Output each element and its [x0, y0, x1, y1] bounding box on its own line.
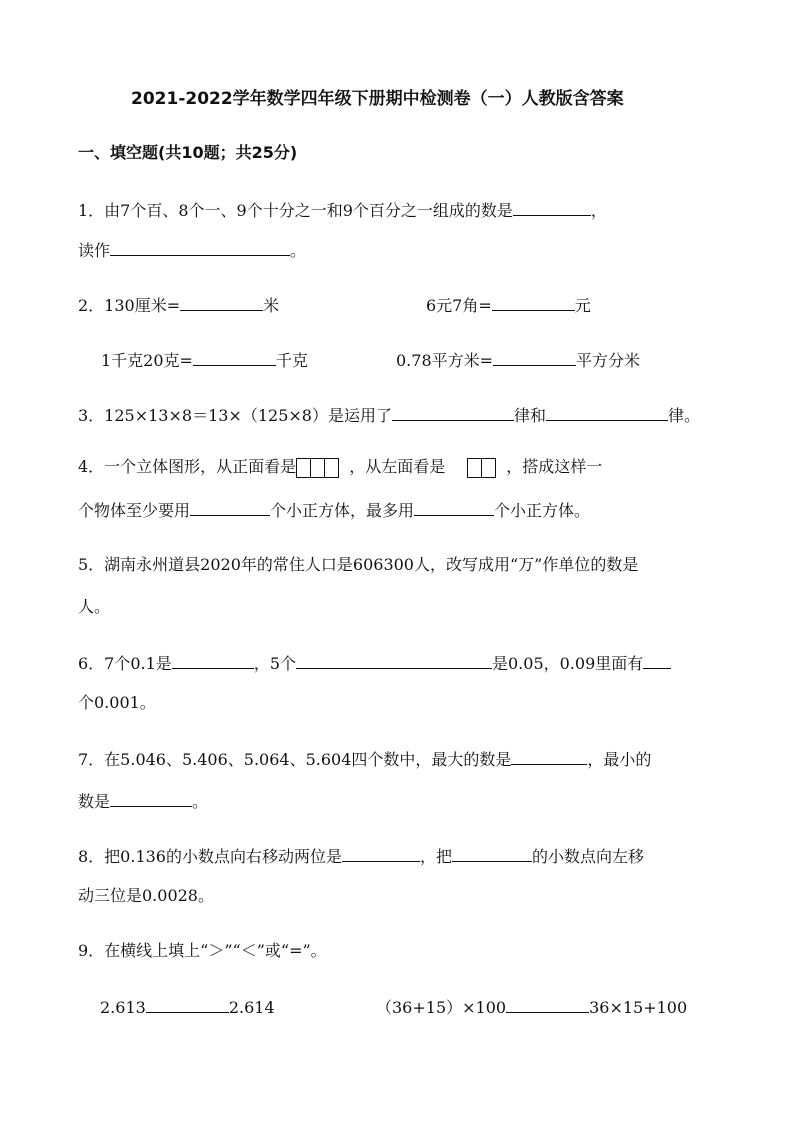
left-view-cell	[467, 458, 482, 478]
question-2a-unit: 米	[263, 296, 280, 315]
question-8-line-2	[78, 886, 214, 906]
question-9b-left: （36+15）×100	[376, 998, 507, 1017]
question-8-continue: 的小数点向左移	[532, 847, 645, 866]
question-9-part-b	[376, 996, 687, 1018]
front-view-cell	[310, 458, 325, 478]
question-2c-unit: 千克	[275, 351, 308, 370]
question-2b-unit: 元	[574, 296, 591, 315]
answer-blank-2b[interactable]	[492, 294, 575, 311]
question-7-line-2	[78, 790, 208, 812]
front-view-cell	[296, 458, 311, 478]
question-7-line-1	[78, 748, 651, 770]
question-1-text: 1．由7个百、8个一、9个十分之一和9个百分之一组成的数是	[78, 201, 513, 220]
question-2d-unit: 平方分米	[576, 351, 641, 370]
question-5-end: 人。	[78, 597, 111, 616]
answer-blank-7b[interactable]	[110, 790, 192, 807]
question-6-text: 6．7个0.1是	[78, 654, 172, 673]
question-1-end: 。	[290, 241, 307, 260]
question-3-middle: 律和	[513, 406, 546, 425]
answer-blank-9a[interactable]	[146, 996, 229, 1013]
question-7-text: 7．在5.046、5.406、5.064、5.604四个数中，最大的数是	[78, 750, 512, 769]
question-1-read-label: 读作	[78, 241, 111, 260]
question-6-continue: 是0.05，0.09里面有	[492, 654, 644, 673]
question-2-part-a	[78, 294, 279, 316]
question-4-line-2	[78, 499, 590, 521]
answer-blank-7a[interactable]	[511, 748, 587, 765]
question-3-end: 律。	[667, 406, 700, 425]
question-2-part-c	[101, 349, 308, 371]
answer-blank-6c[interactable]	[643, 652, 671, 669]
question-4-line-1	[78, 457, 602, 478]
question-9-part-a	[100, 996, 275, 1018]
answer-blank-6b[interactable]	[296, 652, 492, 669]
question-8-end: 动三位是0.0028。	[78, 886, 214, 905]
question-9-text: 9．在横线上填上“＞”“＜”或“=”。	[78, 941, 327, 960]
question-2a-text: 2．130厘米=	[78, 296, 181, 315]
question-7-end: 。	[192, 792, 209, 811]
question-7-continue: ，最小的	[587, 750, 652, 769]
question-1-line-1	[78, 199, 607, 221]
question-9a-left: 2.613	[100, 998, 146, 1017]
question-8-text: 8．把0.136的小数点向右移动两位是	[78, 847, 342, 866]
question-2b-text: 6元7角=	[426, 296, 492, 315]
answer-blank-2a[interactable]	[180, 294, 263, 311]
question-2-part-b	[426, 294, 591, 316]
question-2c-text: 1千克20克=	[101, 351, 193, 370]
question-6-line-2	[78, 693, 156, 713]
answer-blank-8a[interactable]	[342, 845, 420, 862]
left-view-cell	[481, 458, 496, 478]
question-3-text: 3．125×13×8＝13×（125×8）是运用了	[78, 406, 392, 425]
question-4-end: 个小正方体。	[494, 501, 591, 520]
section-heading: 一、填空题(共10题；共25分)	[78, 143, 298, 162]
answer-blank-4b[interactable]	[414, 499, 494, 516]
question-5-text: 5．湖南永州道县2020年的常住人口是606300人，改写成用“万”作单位的数是	[78, 555, 639, 574]
question-4-left-view-text: ，从左面看是	[349, 457, 446, 476]
question-8-middle: ，把	[420, 847, 453, 866]
answer-blank-6a[interactable]	[172, 652, 254, 669]
page-title: 2021-2022学年数学四年级下册期中检测卷（一）人教版含答案	[131, 89, 624, 109]
front-view-figure	[296, 458, 339, 478]
answer-blank-1b[interactable]	[110, 239, 290, 256]
question-1-comma: ，	[590, 201, 607, 220]
question-9a-right: 2.614	[228, 998, 275, 1017]
question-6-middle: ，5个	[253, 654, 296, 673]
question-4-min-text: 个物体至少要用	[78, 501, 191, 520]
question-1-line-2	[78, 239, 306, 261]
answer-blank-2d[interactable]	[493, 349, 576, 366]
question-2-part-d	[396, 349, 640, 371]
front-view-cell	[324, 458, 339, 478]
answer-blank-1a[interactable]	[513, 199, 591, 216]
question-9b-right: 36×15+100	[589, 998, 688, 1017]
answer-blank-3a[interactable]	[392, 404, 514, 421]
answer-blank-3b[interactable]	[546, 404, 668, 421]
question-5-line-1	[78, 555, 638, 575]
question-3-line	[78, 404, 700, 426]
question-6-end: 个0.001。	[78, 693, 156, 712]
question-6-line-1	[78, 652, 671, 674]
question-5-line-2	[78, 597, 110, 617]
left-view-figure	[467, 458, 496, 478]
answer-blank-9b[interactable]	[506, 996, 589, 1013]
question-4-max-text: 个小正方体，最多用	[270, 501, 415, 520]
question-4-continue: ，搭成这样一	[506, 457, 603, 476]
question-2d-text: 0.78平方米=	[396, 351, 494, 370]
question-9-line	[78, 941, 327, 961]
answer-blank-2c[interactable]	[193, 349, 276, 366]
answer-blank-4a[interactable]	[190, 499, 270, 516]
answer-blank-8b[interactable]	[452, 845, 532, 862]
question-8-line-1	[78, 845, 644, 867]
question-4-text: 4．一个立体图形，从正面看是	[78, 457, 297, 476]
question-7-label: 数是	[78, 792, 111, 811]
